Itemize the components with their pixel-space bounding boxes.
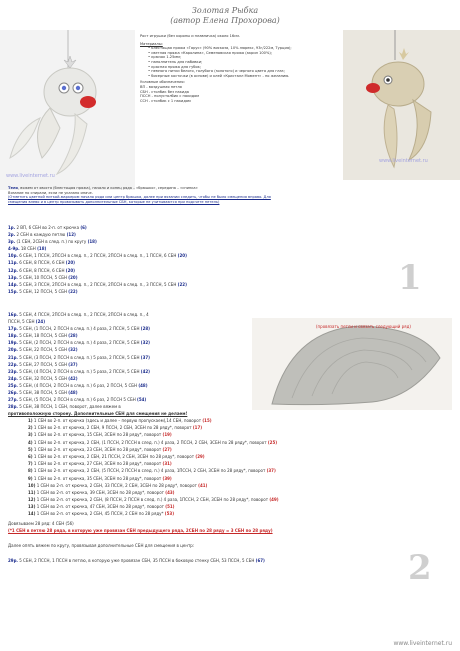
pattern-row: 25р. 5 СБН, (4 ПССН, 2 ПССН в след. п.) 6 раз, 2 ПССН, 5 СБН (48)	[8, 382, 148, 388]
fish-illustration-left	[0, 30, 135, 190]
dash-row: 13) 1 СБН во 2-п. от крючка, 47 СБН, 3СБН по 28 ряду*, поворот (51)	[28, 504, 175, 510]
fish-photo-left	[0, 30, 135, 190]
pattern-row: 4-9р. 18 СБН (18)	[8, 246, 47, 252]
pattern-row: 14р. 5 СБН, 3 ПССН, 2ПССН в след. п., 2 ПССН, 2ПССН в след. п., 3 ПССН, 5 СБН (22)	[8, 281, 187, 287]
pattern-row: 17р. 5 СБН, (1 ПССН, 2 ПССН в след. п.) 4 раза, 2 ПССН, 5 СБН (28)	[8, 326, 150, 332]
finish-line: Довязываем 28 ряд: 4 СБН (56)	[8, 521, 74, 526]
dash-row: 3) 1 СБН во 2-п. от крючка, 15 СБН, 3СБН по 28 ряду*, поворот (19)	[28, 432, 172, 438]
pattern-row: 21р. 5 СБН, (3 ПССН, 2 ПССН в след. п.) 5 раза, 2 ПССН, 5 СБН (37)	[8, 354, 150, 360]
watermark-right-text: www.liveinternet.ru	[379, 158, 428, 164]
pattern-row: 15р. 5 СБН, 12 ПССН, 5 СБН (22)	[8, 288, 78, 294]
pattern-row: 26р. 5 СБН, 38 ПССН, 5 СБН (48)	[8, 390, 78, 396]
pattern-row: 12р. 6 СБН, 8 ПССН, 6 СБН (20)	[8, 267, 75, 273]
legend-title: Условные обозначения:	[140, 80, 185, 85]
watermark-left-text: www.liveinternet.ru	[6, 173, 55, 179]
continue-line: Далее опять вяжем по кругу, провязывая дополнительные СБН для смещения в центр:	[8, 543, 195, 548]
rows-block-a	[8, 225, 308, 296]
dash-row: 14) 1 СБН во 2-п. от крючка, 2 СБН, 45 ПССН, 2 СБН по 28 ряду* (53)	[28, 511, 175, 517]
pattern-row: 23р. 5 СБН, (4 ПССН, 2 ПССН в след. п.) 5 раза, 2 ПССН, 5 СБН (42)	[8, 368, 150, 374]
intro-block	[140, 34, 345, 103]
dash-row: 9) 1 СБН во 2-п. от крючка, 35 СБН, 3СБН по 28 ряду*, поворот (39)	[28, 475, 172, 481]
pattern-row: 2р. 2 СБН в каждую петлю (12)	[8, 232, 76, 238]
material-item: • светлая пряжа «Каролина», Семеновская пряжа (акрил 100%);	[148, 50, 272, 55]
dash-row: 5) 1 СБН во 2-п. от крючка, 23 СБН, 3СБН по 28 ряду*, поворот (27)	[28, 446, 172, 452]
legend-item: ССН - столбик с 1 накидом	[140, 98, 191, 103]
dash-row: 7) 1 СБН во 2-п. от крючка, 27 СБН, 3СБН по 28 ряду*, поворот (31)	[28, 461, 172, 467]
fish-photo-right	[343, 30, 460, 180]
dash-row: 4) 1 СБН во 2-п. от крючка, 2 СБН, (1 ПССН, 2 ПССН в след. п.) 4 раза, 2 ПССН, 2 СБН, 3СБН по 28 ряду*, поворот (25)	[28, 439, 278, 445]
pattern-row: 10р. 6 СБН, 1 ПССН, 2ПССН в след. п., 2 ПССН, 2ПССН в след. п., 1 ПССН, 6 СБН (20)	[8, 253, 187, 259]
material-item: • немного нитки белого, голубого (золотого) и черного цвета для глаз;	[148, 69, 285, 74]
footnote: (*1 СБН в петлю 28 ряда, в которую уже провязан СБН предыдущего ряда, 2СБН по 28 ряду = 3 СБН по 28 ряду)	[8, 528, 273, 533]
pattern-row: 1р. 2 ВП, 6 СБН во 2-п. от крючка (6)	[8, 225, 87, 230]
page-number-2: 2	[408, 548, 432, 588]
crochet-piece-photo	[252, 318, 452, 410]
legend-item: ПССН - полустолбик с накидом	[140, 94, 199, 99]
body-intro-line: Вязание по спирали, если не указано иначе.	[8, 190, 93, 195]
dash-row: 12) 1 СБН во 2-п. от крючка, 2 СБН, (8 ПССН, 2 ПССН в след. п.) 4 раза, 1ПССН, 2 СБН, 3СБН по 28 ряду*, поворот (49)	[28, 497, 279, 503]
turn-note: противоположную сторону. Дополнительные СБН для смещения не делаем!	[8, 411, 188, 417]
body-intro-note: смещения влево и в центр провязывать дополнительные СБН, которые не учитываются при подсчете петель)	[8, 199, 220, 204]
material-item: • красная пряжа для губок;	[148, 64, 202, 69]
body-intro-line: Тело, вяжем от хвоста (блестящая пряжа), начало и конец ряда – «брюшко», середина – «спинка»	[8, 186, 198, 190]
dash-row: 6) 1 СБН во 2-п. от крючка, 2 СБН, 21 ПССН, 2 СБН, 3СБН по 28 ряду*, поворот (29)	[28, 453, 205, 459]
material-item: • бисерные косточки (в основе) и клей «Кристалл Момент» - по желанию.	[148, 73, 290, 78]
crochet-piece-illustration	[252, 318, 452, 410]
pattern-row: 24р. 5 СБН, 32 ПССН, 5 СБН (42)	[8, 375, 78, 381]
page-number-1: 1	[398, 258, 422, 298]
pattern-row: 13р. 5 СБН, 10 ПССН, 5 СБН (20)	[8, 274, 78, 280]
body-intro	[8, 186, 453, 204]
pattern-row: 20р. 5 СБН, 22 ПССН, 5 СБН (32)	[8, 347, 78, 353]
material-item: • наполнитель для набивки;	[148, 59, 203, 64]
pattern-row: 22р. 5 СБН, 27 ПССН, 5 СБН (37)	[8, 361, 78, 367]
dash-row: 11) 1 СБН во 2-п. от крючка, 39 СБН, 3СБН по 28 ряду*, поворот (43)	[28, 489, 175, 495]
legend-item: СБН - столбик без накида	[140, 89, 189, 94]
rows-block-b	[8, 312, 248, 418]
dash-row: 10) 1 СБН во 2-п. от крючка, 2 СБН, 33 ПССН, 2 СБН, 3СБН по 28 ряду*, поворот (41)	[28, 482, 208, 488]
pattern-row: 16р. 5 СБН, 4 ПССН, 2ПССН в след. п., 2 ПССН, 2ПССН в след. п., 4	[8, 312, 149, 317]
chart-note: (провязать петли и связать следующий ряд)	[316, 324, 411, 329]
pattern-row: 3р. (1 СБН, 2СБН в след. п.) по кругу (18)	[8, 239, 97, 245]
body-intro-note: (Отметить цветной ниткой-маркером начало ряда или центр брюшка, далее при вязании следить, чтобы не было смещения вправо. Для	[8, 195, 271, 200]
rows-block-c	[28, 418, 448, 519]
page-title: Золотая Рыбка	[191, 6, 259, 15]
materials-title: Материалы:	[140, 41, 163, 46]
legend-item: ВП - воздушная петля	[140, 84, 182, 89]
footer-url[interactable]: www.liveinternet.ru	[393, 640, 452, 647]
pattern-row: ПССН, 5 СБН (24)	[8, 319, 46, 325]
pattern-row: 18р. 5 СБН, 18 ПССН, 5 СБН (28)	[8, 333, 78, 339]
material-item: • блестящая пряжа «Гарус» (90% вискоза, 10% люрекс, 93г/222м, Турция);	[148, 46, 292, 51]
dash-row: 2) 1 СБН во 2-п. от крючка, 2 СБН, 9 ПССН, 2 СБН, 3СБН по 28 ряду*, поворот (17)	[28, 425, 203, 431]
pattern-row: 27р. 5 СБН, (5 ПССН, 2 ПССН в след. п.) 6 раз, 2 ПССН 5 СБН (54)	[8, 397, 147, 403]
pattern-row: 11р. 6 СБН, 8 ПССН, 6 СБН (20)	[8, 260, 75, 266]
material-item: • крючок 1.25мм;	[148, 55, 182, 60]
pattern-row: 28р. 5 СБН, 38 ПССН, 1 СБН, поворот, далее вяжем в	[8, 404, 121, 410]
page-subtitle: (автор Елена Прохорова)	[170, 16, 280, 25]
size-line: Рост игрушки (без короны и плавничка) около 16см.	[140, 34, 240, 38]
dash-row: 8) 1 СБН во 2-п. от крючка, 2 СБН, (5 ПССН, 2 ПССН в след. п.) 4 раза, 1ПССН, 2 СБН, 3СБН по 28 ряду*, поворот (37)	[28, 468, 276, 474]
dash-row: 1) 1 СБН во 2-п. от крючка (здесь и далее – первую пропускаем),14 СБН, поворот (15)	[28, 418, 212, 423]
pattern-row: 19р. 5 СБН, (2 ПССН, 2 ПССН в след. п.) 4 раза, 2 ПССН, 5 СБН (32)	[8, 340, 150, 346]
pattern-row-29: 29р. 5 СБН, 2 ПССН, 1 ПССН в петлю, в которую уже провязан СБН, 35 ПССН в боковую стенку СБН, 53 ПССН, 5 СБН (67)	[8, 558, 265, 563]
